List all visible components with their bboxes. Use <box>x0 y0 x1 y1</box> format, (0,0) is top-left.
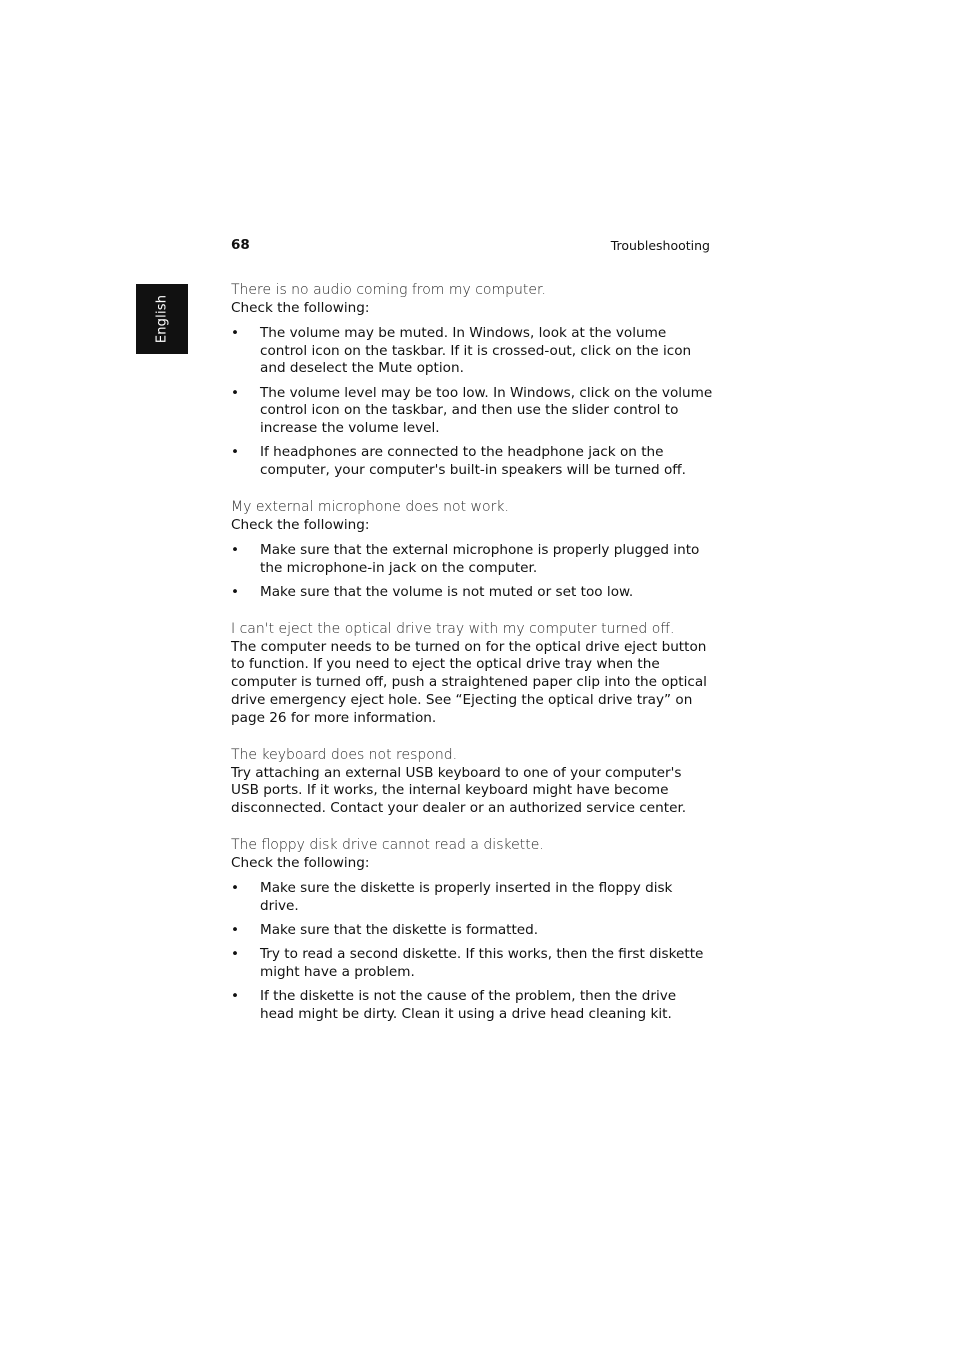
list-item-text: Try to read a second diskette. If this works, then the first diskette might have a problem. <box>260 945 704 980</box>
list-item <box>231 880 713 916</box>
list-item-text: Make sure that the volume is not muted or set too low. <box>260 583 634 600</box>
section-floppy <box>231 836 713 1024</box>
section-heading: I can't eject the optical drive tray with my computer turned off. <box>231 620 675 637</box>
bullet-icon: • <box>231 583 240 600</box>
section-heading: There is no audio coming from my computer. <box>231 282 546 298</box>
list-item-text: If headphones are connected to the headphone jack on the computer, your computer's built-in speakers will be turned off. <box>260 444 686 479</box>
section-microphone <box>231 498 713 602</box>
list-item <box>231 946 713 982</box>
list-item <box>231 584 713 602</box>
section-optical-drive <box>231 620 713 728</box>
bullet-icon: • <box>231 541 240 558</box>
section-intro: Check the following: <box>231 300 370 316</box>
section-heading: The floppy disk drive cannot read a diskette. <box>231 836 544 853</box>
bullet-icon: • <box>231 921 240 938</box>
list-item <box>231 542 713 578</box>
bullet-icon: • <box>231 324 240 341</box>
list-item <box>231 385 713 438</box>
bullet-icon: • <box>231 444 240 461</box>
list-item-text: Make sure that the diskette is formatted. <box>260 921 539 938</box>
list-item-text: Make sure the diskette is properly inserted in the floppy disk drive. <box>260 879 673 914</box>
list-item <box>231 325 713 378</box>
bullet-list <box>231 325 713 480</box>
list-item-text: Make sure that the external microphone is properly plugged into the microphone-in jack on the computer. <box>260 541 700 576</box>
bullet-icon: • <box>231 384 240 401</box>
section-intro: Check the following: <box>231 516 370 533</box>
page-number: 68 <box>231 237 250 253</box>
section-body: Try attaching an external USB keyboard to one of your computer's USB ports. If it works, the internal keyboard might have become disconnected. Contact your dealer or an authorized service center. <box>231 764 687 817</box>
bullet-icon: • <box>231 879 240 896</box>
section-body: The computer needs to be turned on for the optical drive eject button to function. If you need to eject the optical drive tray when the computer is turned off, push a straightened paper clip into the optical drive emergency eject hole. See “Ejecting the optical drive tray” on page 26 for more information. <box>231 638 707 726</box>
bullet-icon: • <box>231 945 240 962</box>
bullet-list <box>231 542 713 602</box>
section-intro: Check the following: <box>231 854 370 871</box>
section-heading: The keyboard does not respond. <box>231 746 458 763</box>
section-heading: My external microphone does not work. <box>231 498 509 515</box>
list-item <box>231 988 713 1024</box>
list-item-text: The volume level may be too low. In Windows, click on the volume control icon on the taskbar, and then use the slider control to increase the volume level. <box>260 384 713 437</box>
language-tab <box>136 284 188 354</box>
running-header: Troubleshooting <box>610 238 710 253</box>
bullet-list <box>231 880 713 1024</box>
list-item-text: The volume may be muted. In Windows, look at the volume control icon on the taskbar. If it is crossed-out, click on the icon and deselect the Mute option. <box>260 324 692 377</box>
section-keyboard <box>231 746 713 818</box>
bullet-icon: • <box>231 987 240 1004</box>
main-content <box>231 281 713 1041</box>
language-tab-label: English <box>154 294 170 344</box>
list-item <box>231 922 713 940</box>
list-item <box>231 444 713 480</box>
section-no-audio <box>231 281 713 480</box>
list-item-text: If the diskette is not the cause of the problem, then the drive head might be dirty. Clean it using a drive head cleaning kit. <box>260 987 677 1022</box>
